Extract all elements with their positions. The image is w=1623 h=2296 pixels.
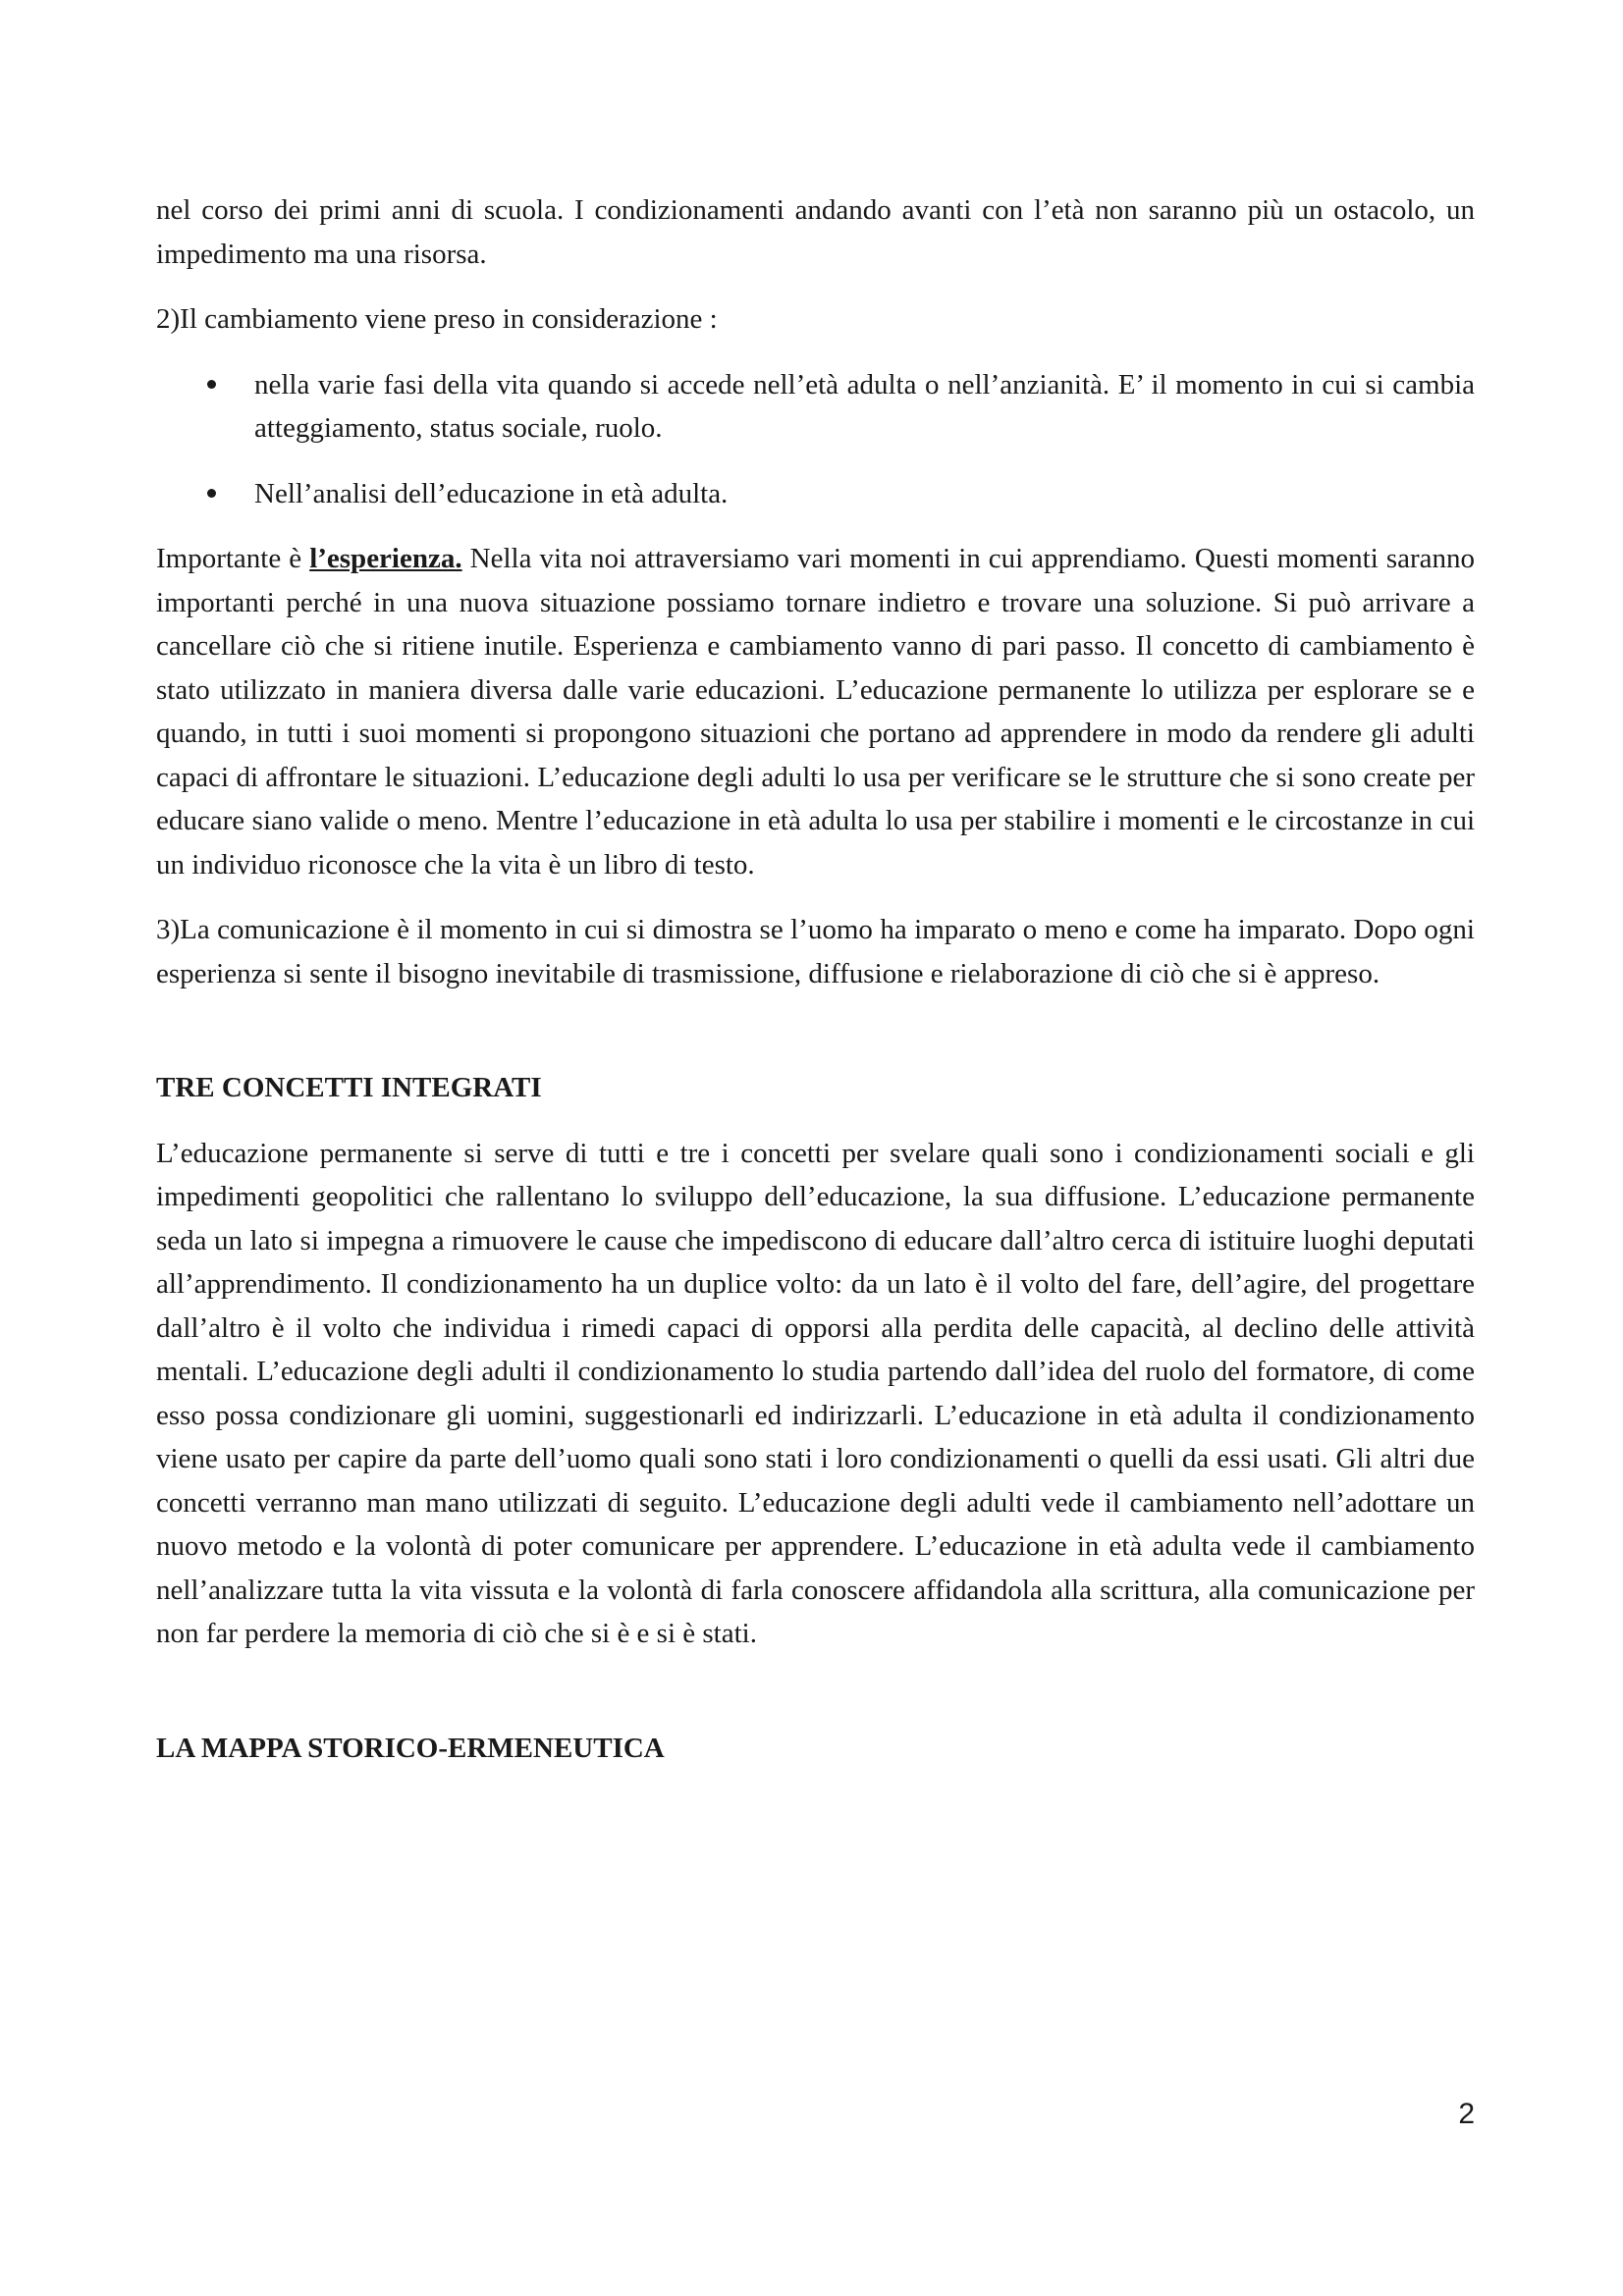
bullet-item [156,363,1475,451]
paragraph-esperienza-body: Nella vita noi attraversiamo vari momenti in cui apprendiamo. Questi momenti saranno importanti perché in una nuova situazione possiamo tornare indietro e trovare una soluzione. Si può arrivare a cancellare ciò che si ritiene inutile. Esperienza e cambiamento vanno di pari passo. Il concetto di cambiamento è stato utilizzato in maniera diversa dalle varie educazioni. L’educazione permanente lo utilizza per esplorare se e quando, in tutti i suoi momenti si propongono situazioni che portano ad apprendere in modo da rendere gli adulti capaci di affrontare le situazioni. L’educazione degli adulti lo usa per verificare se le strutture che si sono create per educare siano valide o meno. Mentre l’educazione in età adulta lo usa per stabilire i momenti e le circostanze in cui un individuo riconosce che la vita è un libro di testo. [156,543,1476,881]
spacer [156,515,1475,537]
bullet-icon [207,380,216,389]
bullet-list [156,363,1475,516]
spacer [156,276,1475,297]
spacer [156,995,1475,1066]
section-heading-mappa: LA MAPPA STORICO-ERMENEUTICA [156,1732,665,1764]
bullet-item [156,472,1475,516]
paragraph-comunicazione: 3)La comunicazione è il momento in cui si dimostra se l’uomo ha imparato o meno e come ha imparato. Dopo ogni esperienza si sente il bisogno inevitabile di trasmissione, diffusione e rielaborazione di ciò che si è appreso. [156,914,1475,989]
paragraph-cambiamento: 2)Il cambiamento viene preso in considerazione : [156,303,718,335]
spacer [156,342,1475,363]
esperienza-emphasis: l’esperienza. [309,543,462,574]
document-page [156,188,1475,1770]
bullet-text: Nell’analisi dell’educazione in età adulta. [254,477,729,509]
paragraph-esperienza-lead: Importante è [156,543,310,574]
paragraph-esperienza [156,537,1475,886]
spacer [156,886,1475,908]
spacer [156,1110,1475,1132]
spacer [156,451,1475,472]
bullet-icon [207,489,216,498]
page-number: 2 [1458,2098,1475,2130]
bullet-text: nella varie fasi della vita quando si accede nell’età adulta o nell’anzianità. E’ il momento in cui si cambia atteggiamento, status sociale, ruolo. [254,368,1475,444]
paragraph-intro: nel corso dei primi anni di scuola. I condizionamenti andando avanti con l’età non saranno più un ostacolo, un impedimento ma una risorsa. [156,194,1475,270]
section-heading-tre-concetti: TRE CONCETTI INTEGRATI [156,1072,542,1103]
paragraph-tre-concetti: L’educazione permanente si serve di tutti e tre i concetti per svelare quali sono i condizionamenti sociali e gli impedimenti geopolitici che rallentano lo sviluppo dell’educazione, la sua diffusione. L’educazione permanente seda un lato si impegna a rimuovere le cause che impediscono di educare dall’altro cerca di istituire luoghi deputati all’apprendimento. Il condizionamento ha un duplice volto: da un lato è il volto del fare, dell’agire, del progettare dall’altro è il volto che individua i rimedi capaci di opporsi alla perdita delle capacità, al declino delle attività mentali. L’educazione degli adulti il condizionamento lo studia partendo dall’idea del ruolo del formatore, di come esso possa condizionare gli uomini, suggestionarli ed indirizzarli. L’educazione in età adulta il condizionamento viene usato per capire da parte dell’uomo quali sono stati i loro condizionamenti o quelli da essi usati. Gli altri due concetti verranno man mano utilizzati di seguito. L’educazione degli adulti vede il cambiamento nell’adottare un nuovo metodo e la volontà di poter comunicare per apprendere. L’educazione in età adulta vede il cambiamento nell’analizzare tutta la vita vissuta e la volontà di farla conoscere affidandola alla scrittura, alla comunicazione per non far perdere la memoria di ciò che si è e si è stati. [156,1137,1475,1649]
spacer [156,1656,1475,1727]
